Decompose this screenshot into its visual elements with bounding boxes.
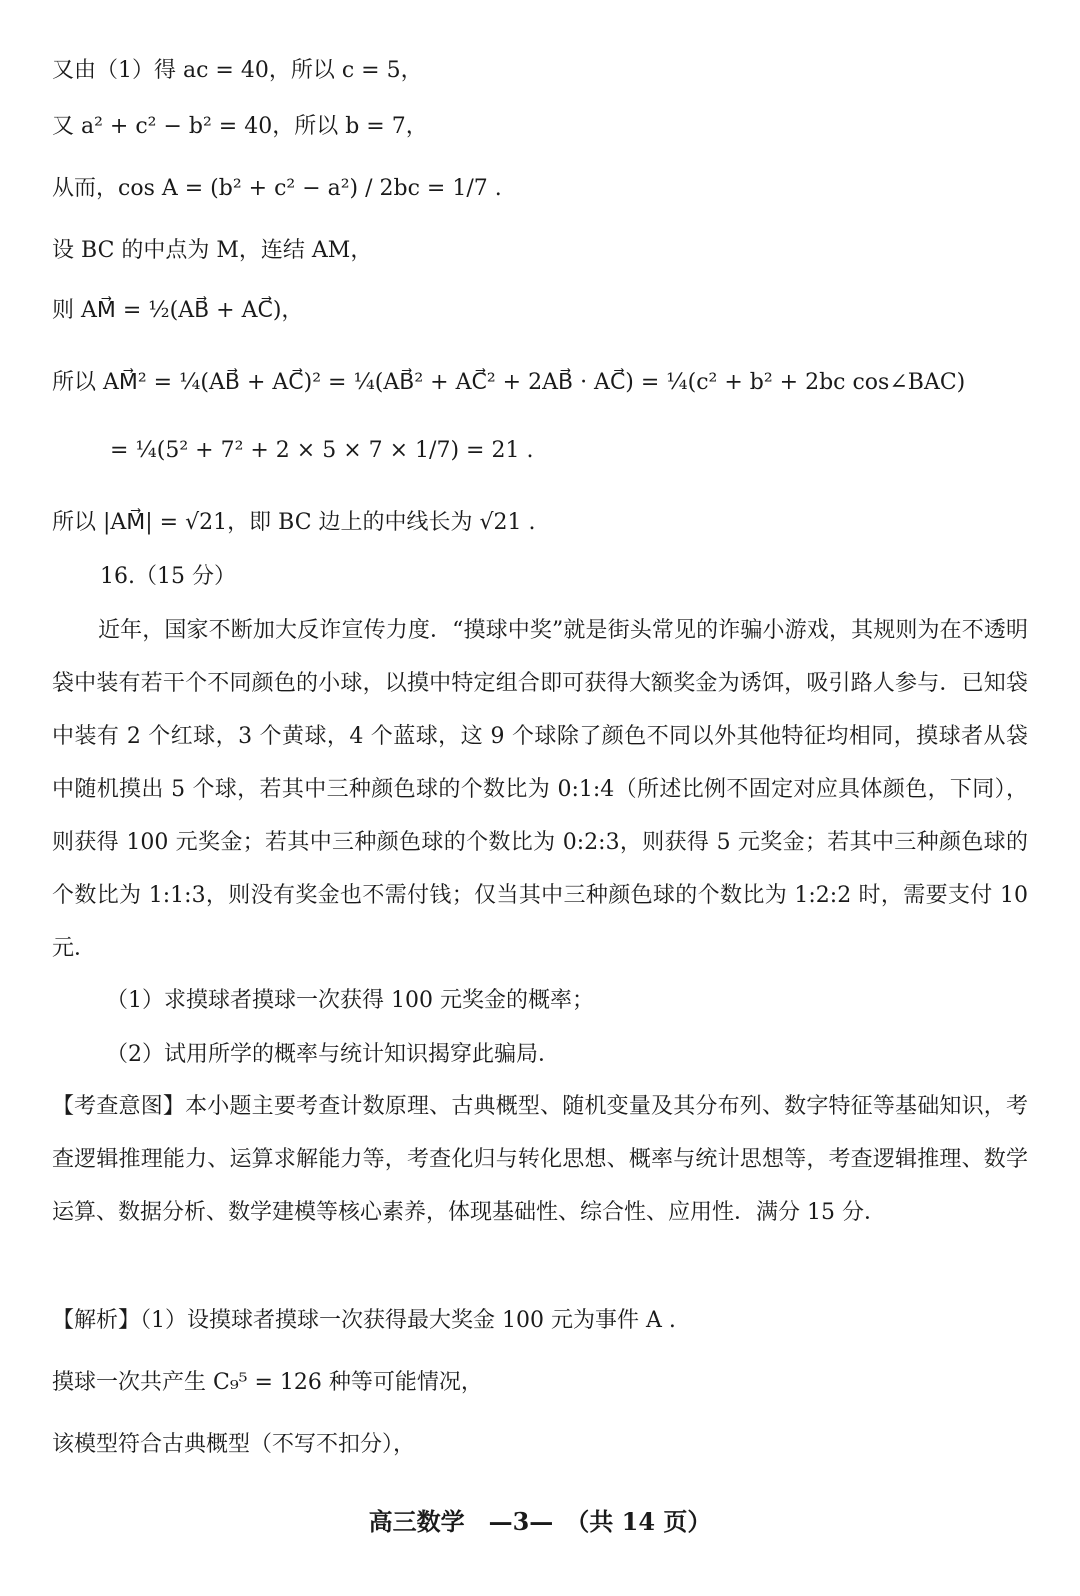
solution-line-vector-am: 则 AM⃗ = ½(AB⃗ + AC⃗)， xyxy=(52,298,304,323)
exam-intent: 【考查意图】本小题主要考查计数原理、古典概型、随机变量及其分布列、数字特征等基础知识，考查逻辑推理能力、运算求解能力等，考查化归与转化思想、概率与统计思想等，考查逻辑推理、数学运算、数据分析、数学建模等核心素养，体现基础性、综合性、应用性．满分 15 分． xyxy=(52,1094,1028,1225)
solution-line-cosA: 从而，cos A = (b² + c² − a²) / 2bc = 1/7 . xyxy=(52,176,502,201)
solution-line-median-length: 所以 |AM⃗| = √21，即 BC 边上的中线长为 √21 . xyxy=(52,510,536,535)
solution-combinations: 摸球一次共产生 C₉⁵ = 126 种等可能情况， xyxy=(52,1370,483,1395)
solution-classical-model: 该模型符合古典概型（不写不扣分）， xyxy=(52,1432,416,1457)
solution-line-am-squared: 所以 AM⃗² = ¼(AB⃗ + AC⃗)² = ¼(AB⃗² + AC⃗² + 2AB⃗ · AC⃗) = ¼(c² + b² + 2bc cos∠BAC) xyxy=(52,370,966,395)
solution-line-result-21: = ¼(5² + 7² + 2 × 5 × 7 × 1/7) = 21 . xyxy=(110,438,534,463)
page-footer: 高三数学 —3— （共 14 页） xyxy=(368,1507,712,1536)
solution-line-midpoint: 设 BC 的中点为 M，连结 AM， xyxy=(52,238,373,263)
problem-statement: 近年，国家不断加大反诈宣传力度．“摸球中奖”就是街头常见的诈骗小游戏，其规则为在不透明袋中装有若干个不同颜色的小球，以摸中特定组合即可获得大额奖金为诱饵，吸引路人参与．已知袋中装有 2 个红球，3 个黄球，4 个蓝球，这 9 个球除了颜色不同以外其他特征均相同，摸球者从袋中随机摸出 5 个球，若其中三种颜色球的个数比为 0:1:4（所述比例不固定对应具体颜色，下同），则获得 100 元奖金；若其中三种颜色球的个数比为 0:2:3，则获得 5 元奖金；若其中三种颜色球的个数比为 1:1:3，则没有奖金也不需付钱；仅当其中三种颜色球的个数比为 1:2:2 时，需要支付 10 元． xyxy=(52,618,1028,961)
problem-part-2: （2）试用所学的概率与统计知识揭穿此骗局． xyxy=(106,1042,560,1067)
question-number: 16.（15 分） xyxy=(100,564,236,589)
solution-line-b: 又 a² + c² − b² = 40，所以 b = 7， xyxy=(52,114,428,139)
solution-line-ac: 又由（1）得 ac = 40，所以 c = 5， xyxy=(52,58,423,83)
problem-part-1: （1）求摸球者摸球一次获得 100 元奖金的概率； xyxy=(106,988,594,1013)
solution-intro: 【解析】（1）设摸球者摸球一次获得最大奖金 100 元为事件 A . xyxy=(52,1308,676,1333)
